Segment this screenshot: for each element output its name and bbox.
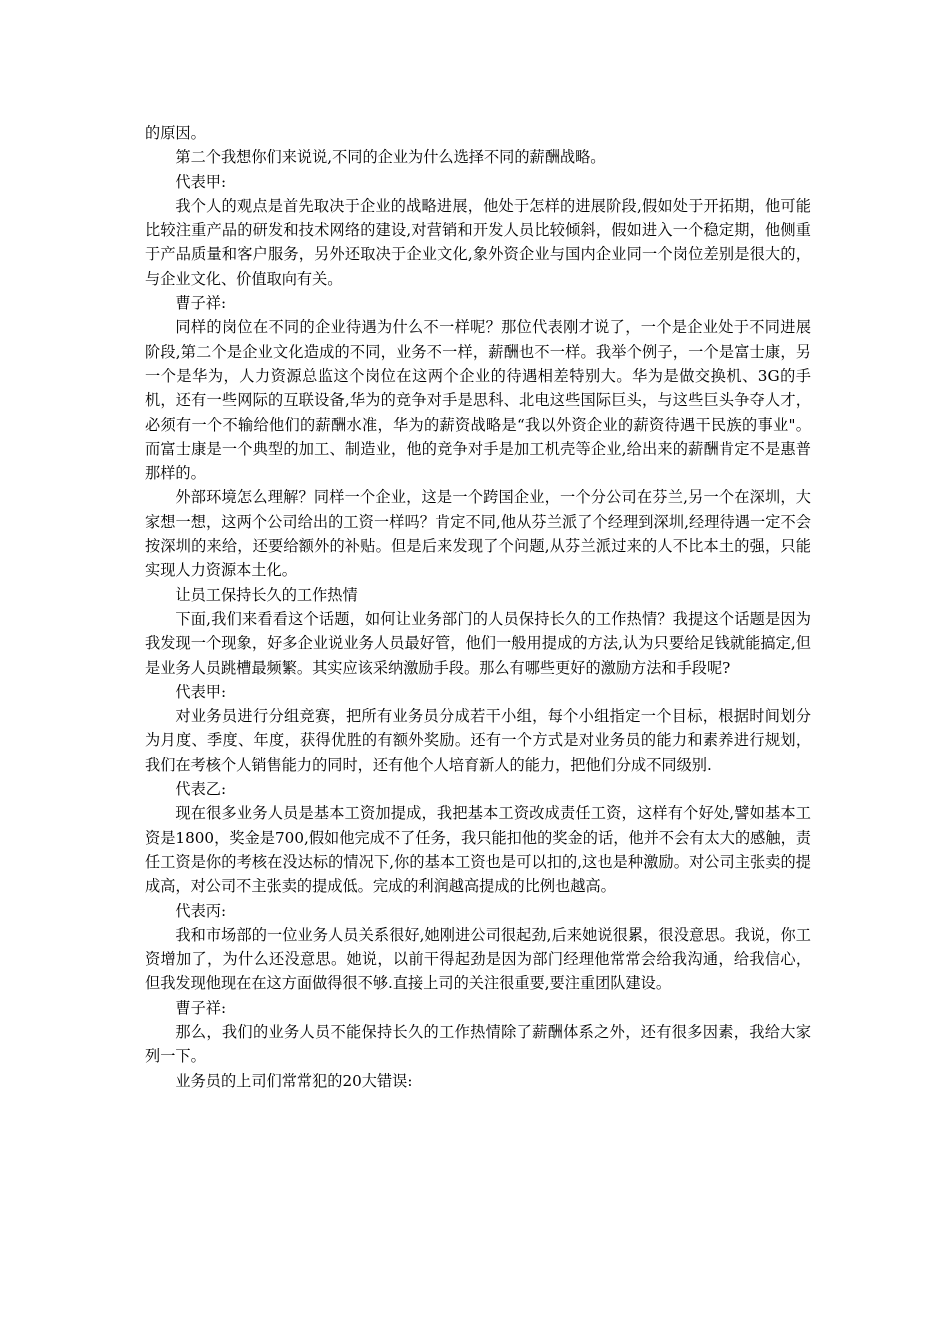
speaker-label: 曹子祥: — [175, 998, 227, 1017]
paragraph: 第二个我想你们来说说,不同的企业为什么选择不同的薪酬战略。 — [175, 148, 606, 167]
speaker-label: 曹子祥: — [175, 294, 227, 313]
paragraph: 我和市场部的一位业务人员关系很好,她刚进公司很起劲,后来她说很累，很没意思。我说，你工资增加了，为什么还没意思。她说，以前干得起劲是因为部门经理他常常会给我沟通，给我信心，但我发现他现在在这方面做得很不够.直接上司的关注很重要,要注重团队建设。 — [145, 925, 811, 993]
paragraph: 我个人的观点是首先取决于企业的战略进展，他处于怎样的进展阶段,假如处于开拓期，他可能比较注重产品的研发和技术网络的建设,对营销和开发人员比较倾斜，假如进入一个稳定期，他侧重于产品质量和客户服务，另外还取决于企业文化,象外资企业与国内企业同一个岗位差别是很大的，与企业文化、价值取向有关。 — [145, 196, 811, 288]
paragraph: 外部环境怎么理解？同样一个企业，这是一个跨国企业，一个分公司在芬兰,另一个在深圳，大家想一想，这两个公司给出的工资一样吗？肯定不同,他从芬兰派了个经理到深圳,经理待遇一定不会按深圳的来给，还要给额外的补贴。但是后来发现了个问题,从芬兰派过来的人不比本土的强，只能实现人力资源本土化。 — [145, 488, 811, 580]
paragraph: 那么，我们的业务人员不能保持长久的工作热情除了薪酬体系之外，还有很多因素，我给大家列一下。 — [145, 1022, 811, 1066]
speaker-label: 代表甲: — [175, 682, 227, 701]
paragraph: 同样的岗位在不同的企业待遇为什么不一样呢？那位代表刚才说了，一个是企业处于不同进展阶段,第二个是企业文化造成的不同，业务不一样，薪酬也不一样。我举个例子，一个是富士康，另一个是华为，人力资源总监这个岗位在这两个企业的待遇相差特别大。华为是做交换机、3G的手机，还有一些网际的互联设备,华为的竞争对手是思科、北电这些国际巨头，与这些巨头争夺人才，必须有一个不输给他们的薪酬水准，华为的薪资战略是“我以外资企业的薪资待遇干民族的事业"。而富士康是一个典型的加工、制造业，他的竞争对手是加工机壳等企业,给出来的薪酬肯定不是惠普那样的。 — [145, 318, 811, 483]
paragraph: 现在很多业务人员是基本工资加提成，我把基本工资改成责任工资，这样有个好处,譬如基本工资是1800，奖金是700,假如他完成不了任务，我只能扣他的奖金的话，他并不会有太大的感触，责任工资是你的考核在没达标的情况下,你的基本工资也是可以扣的,这也是种激励。对公司主张卖的提成高，对公司不主张卖的提成低。完成的利润越高提成的比例也越高。 — [145, 804, 811, 896]
speaker-label: 代表丙: — [175, 901, 227, 920]
paragraph: 对业务员进行分组竞赛，把所有业务员分成若干小组，每个小组指定一个目标，根据时间划分为月度、季度、年度，获得优胜的有额外奖励。还有一个方式是对业务员的能力和素养进行规划，我们在考核个人销售能力的同时，还有他个人培育新人的能力，把他们分成不同级别. — [145, 707, 811, 774]
document-body — [145, 121, 811, 1093]
speaker-label: 代表乙: — [175, 780, 227, 799]
paragraph: 下面,我们来看看这个话题，如何让业务部门的人员保持长久的工作热情？我提这个话题是因为我发现一个现象，好多企业说业务人员最好管，他们一般用提成的方法,认为只要给足钱就能搞定,但是业务人员跳槽最频繁。其实应该采纳激励手段。那么有哪些更好的激励方法和手段呢? — [145, 609, 811, 677]
section-heading: 让员工保持长久的工作热情 — [175, 585, 358, 604]
paragraph-continuation: 的原因。 — [145, 124, 206, 142]
speaker-label: 代表甲: — [175, 172, 227, 191]
paragraph: 业务员的上司们常常犯的20大错误: — [175, 1071, 413, 1090]
